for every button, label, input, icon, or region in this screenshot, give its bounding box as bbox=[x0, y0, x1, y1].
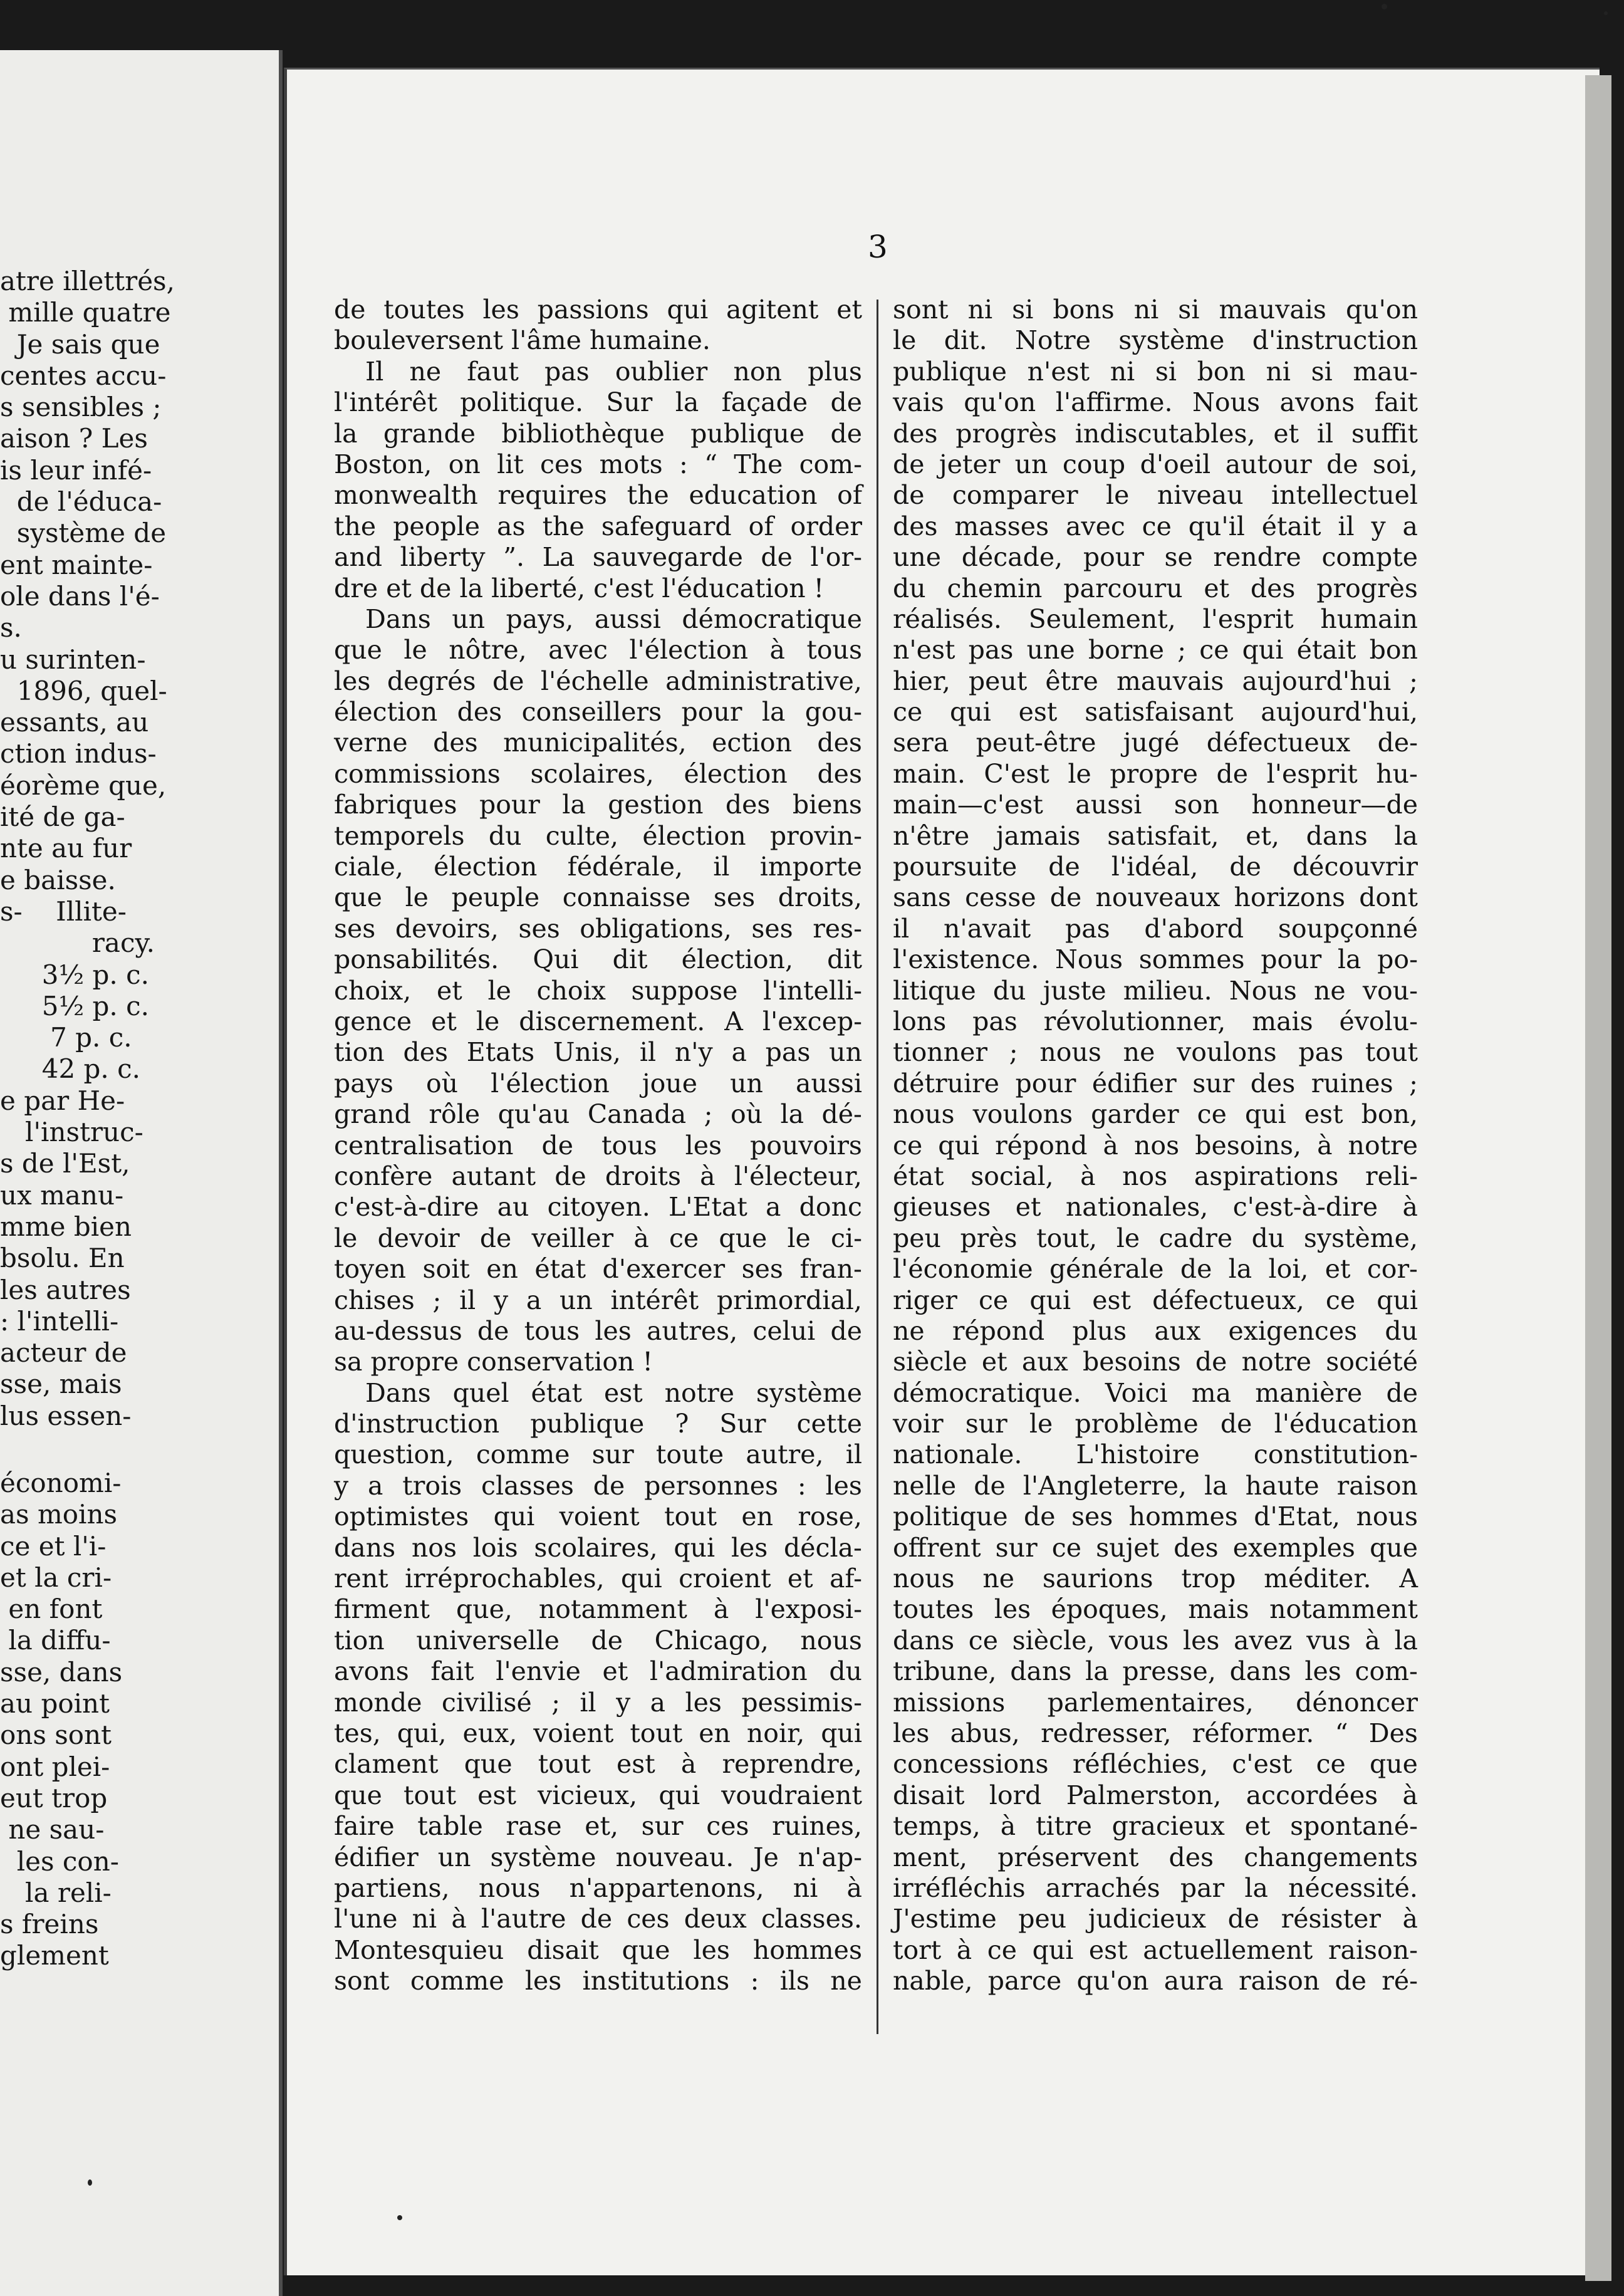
text-line: centralisation de tous les pouvoirs bbox=[334, 1130, 862, 1161]
text-line: lons pas révolutionner, mais évolu- bbox=[893, 1006, 1418, 1036]
facing-page-line: e baisse. bbox=[0, 864, 116, 895]
facing-page-line: sse, mais bbox=[0, 1369, 122, 1400]
text-line: des progrès indiscutables, et il suffit bbox=[893, 418, 1418, 449]
text-line: l'économie générale de la loi, et cor- bbox=[893, 1254, 1418, 1285]
text-line: réalisés. Seulement, l'esprit humain bbox=[893, 603, 1418, 634]
text-line: toutes les époques, mais notamment bbox=[893, 1594, 1418, 1625]
text-line: missions parlementaires, dénoncer bbox=[893, 1687, 1418, 1718]
text-line: que tout est vicieux, qui voudraient bbox=[334, 1780, 862, 1810]
facing-page-line: en font bbox=[0, 1594, 103, 1625]
text-line: y a trois classes de personnes : les bbox=[334, 1470, 862, 1501]
text-line: faire table rase et, sur ces ruines, bbox=[334, 1811, 862, 1842]
facing-page-line: u surinten- bbox=[0, 644, 146, 675]
text-line: disait lord Palmerston, accordées à bbox=[893, 1780, 1418, 1810]
text-line: firment que, notamment à l'exposi- bbox=[334, 1594, 862, 1625]
text-line: sont ni si bons ni si mauvais qu'on bbox=[893, 295, 1418, 325]
text-line: main—c'est aussi son honneur—de bbox=[893, 790, 1418, 820]
text-line: Boston, on lit ces mots : “ The com- bbox=[334, 449, 862, 479]
text-line: avons fait l'envie et l'admiration du bbox=[334, 1656, 862, 1687]
text-line: la grande bibliothèque publique de bbox=[334, 418, 862, 449]
text-line: litique du juste milieu. Nous ne vou- bbox=[893, 975, 1418, 1006]
text-line: monde civilisé ; il y a les pessimis- bbox=[334, 1687, 862, 1718]
text-line: de jeter un coup d'oeil autour de soi, bbox=[893, 449, 1418, 479]
text-line: nous voulons garder ce qui est bon, bbox=[893, 1099, 1418, 1130]
facing-page-line: aison ? Les bbox=[0, 423, 148, 454]
facing-page-line: 7 p. c. bbox=[0, 1022, 132, 1053]
text-line: J'estime peu judicieux de résister à bbox=[893, 1904, 1418, 1934]
text-line: rent irréprochables, qui croient et af- bbox=[334, 1563, 862, 1594]
text-line: the people as the safeguard of order bbox=[334, 511, 862, 541]
facing-page-line: racy. bbox=[0, 927, 155, 959]
facing-page-line: les con- bbox=[0, 1845, 119, 1877]
text-line: Il ne faut pas oublier non plus bbox=[365, 356, 862, 387]
text-line: que le peuple connaisse ses droits, bbox=[334, 882, 862, 913]
text-line: vais qu'on l'affirme. Nous avons fait bbox=[893, 387, 1418, 418]
text-line: sans cesse de nouveaux horizons dont bbox=[893, 882, 1418, 913]
text-line: le dit. Notre système d'instruction bbox=[893, 325, 1418, 356]
text-line: verne des municipalités, ection des bbox=[334, 728, 862, 758]
text-line: les degrés de l'échelle administrative, bbox=[334, 665, 862, 696]
text-line: temporels du culte, élection provin- bbox=[334, 820, 862, 851]
text-line: c'est-à-dire au citoyen. L'Etat a donc bbox=[334, 1192, 862, 1223]
facing-page-line: système de bbox=[0, 518, 167, 549]
text-line: élection des conseillers pour la gou- bbox=[334, 697, 862, 728]
text-line: optimistes qui voient tout en rose, bbox=[334, 1501, 862, 1532]
text-line: dans nos lois scolaires, qui les décla- bbox=[334, 1532, 862, 1563]
text-line: de comparer le niveau intellectuel bbox=[893, 480, 1418, 511]
text-line: sera peut-être jugé défectueux de- bbox=[893, 728, 1418, 758]
facing-page-line: bsolu. En bbox=[0, 1243, 125, 1274]
ink-speck bbox=[1604, 11, 1608, 15]
ink-speck bbox=[397, 2215, 402, 2220]
facing-page-text bbox=[0, 266, 276, 1972]
facing-page-line: 5½ p. c. bbox=[0, 990, 149, 1021]
text-line: de toutes les passions qui agitent et bbox=[334, 295, 862, 325]
text-line: édifier un système nouveau. Je n'ap- bbox=[334, 1842, 862, 1872]
text-line: chises ; il y a un intérêt primordial, bbox=[334, 1285, 862, 1315]
facing-page-line: lus essen- bbox=[0, 1400, 132, 1431]
text-line: irréfléchis arrachés par la nécessité. bbox=[893, 1872, 1418, 1903]
text-line: gence et le discernement. A l'excep- bbox=[334, 1006, 862, 1036]
text-line: dre et de la liberté, c'est l'éducation ! bbox=[334, 573, 825, 603]
text-line: démocratique. Voici ma manière de bbox=[893, 1377, 1418, 1408]
text-line: nous ne saurions trop méditer. A bbox=[893, 1563, 1418, 1594]
text-line: ciale, élection fédérale, il importe bbox=[334, 852, 862, 882]
text-line: hier, peut être mauvais aujourd'hui ; bbox=[893, 665, 1418, 696]
text-line: sa propre conservation ! bbox=[334, 1347, 653, 1377]
text-line: clament que tout est à reprendre, bbox=[334, 1749, 862, 1780]
text-line: grand rôle qu'au Canada ; où la dé- bbox=[334, 1099, 862, 1130]
facing-page-line: de l'éduca- bbox=[0, 486, 162, 518]
facing-page-line: s sensibles ; bbox=[0, 392, 162, 423]
text-line: choix, et le choix suppose l'intelli- bbox=[334, 975, 862, 1006]
column-divider bbox=[877, 300, 878, 2034]
facing-page-line: 3½ p. c. bbox=[0, 959, 149, 990]
text-line: partiens, nous n'appartenons, ni à bbox=[334, 1872, 862, 1903]
facing-page-line: économi- bbox=[0, 1467, 122, 1498]
text-line: l'intérêt politique. Sur la façade de bbox=[334, 387, 862, 418]
facing-page-line: ons sont bbox=[0, 1719, 112, 1751]
text-line: fabriques pour la gestion des biens bbox=[334, 790, 862, 820]
text-line: monwealth requires the education of bbox=[334, 480, 862, 511]
facing-page-line: ction indus- bbox=[0, 738, 157, 770]
text-line: siècle et aux besoins de notre société bbox=[893, 1347, 1418, 1377]
text-line: offrent sur ce sujet des exemples que bbox=[893, 1532, 1418, 1563]
facing-page-line: ont plei- bbox=[0, 1751, 110, 1782]
facing-page-line: les autres bbox=[0, 1274, 131, 1305]
facing-page-line: ent mainte- bbox=[0, 549, 153, 580]
facing-page-line: is leur infé- bbox=[0, 454, 152, 486]
facing-page-line: et la cri- bbox=[0, 1562, 112, 1593]
text-line: question, comme sur toute autre, il bbox=[334, 1439, 862, 1470]
facing-page-line: la reli- bbox=[0, 1877, 112, 1908]
text-line: tion universelle de Chicago, nous bbox=[334, 1625, 862, 1656]
text-line: nelle de l'Angleterre, la haute raison bbox=[893, 1470, 1418, 1501]
text-line: main. C'est le propre de l'esprit hu- bbox=[893, 758, 1418, 789]
facing-page-line: ce et l'i- bbox=[0, 1530, 107, 1562]
text-line: l'existence. Nous sommes pour la po- bbox=[893, 944, 1418, 975]
facing-page-line: as moins bbox=[0, 1499, 118, 1530]
facing-page-line: s. bbox=[0, 612, 22, 644]
text-line: dans ce siècle, vous les avez vus à la bbox=[893, 1625, 1418, 1656]
text-line: tort à ce qui est actuellement raison- bbox=[893, 1934, 1418, 1965]
facing-page-line: ité de ga- bbox=[0, 801, 125, 833]
text-line: que le nôtre, avec l'élection à tous bbox=[334, 635, 862, 665]
facing-page-line: ux manu- bbox=[0, 1179, 124, 1211]
facing-page-line: s- Illite- bbox=[0, 895, 127, 927]
text-line: ce qui répond à nos besoins, à notre bbox=[893, 1130, 1418, 1161]
text-line: le devoir de veiller à ce que le ci- bbox=[334, 1223, 862, 1253]
facing-page-line: ole dans l'é- bbox=[0, 580, 160, 612]
text-line: il n'avait pas d'abord soupçonné bbox=[893, 913, 1418, 944]
text-line: publique n'est ni si bon ni si mau- bbox=[893, 356, 1418, 387]
text-line: concessions réfléchies, c'est ce que bbox=[893, 1749, 1418, 1780]
text-line: Dans quel état est notre système bbox=[365, 1377, 862, 1408]
text-line: tion des Etats Unis, il n'y a pas un bbox=[334, 1037, 862, 1068]
text-line: sont comme les institutions : ils ne bbox=[334, 1966, 862, 1996]
text-line: and liberty ”. La sauvegarde de l'or- bbox=[334, 542, 862, 573]
text-line: n'être jamais satisfait, et, dans la bbox=[893, 820, 1418, 851]
text-line: tes, qui, eux, voient tout en noir, qui bbox=[334, 1718, 862, 1748]
text-column-left bbox=[334, 295, 862, 1996]
text-line: état social, à nos aspirations reli- bbox=[893, 1161, 1418, 1191]
text-line: tribune, dans la presse, dans les com- bbox=[893, 1656, 1418, 1687]
facing-page-line: mille quatre bbox=[0, 297, 171, 328]
text-line: les abus, redresser, réformer. “ Des bbox=[893, 1718, 1418, 1748]
facing-page-line: sse, dans bbox=[0, 1656, 123, 1688]
text-line: Dans un pays, aussi démocratique bbox=[365, 603, 862, 634]
facing-page-line: éorème que, bbox=[0, 770, 167, 801]
text-line: ne répond plus aux exigences du bbox=[893, 1315, 1418, 1346]
text-line: gieuses et nationales, c'est-à-dire à bbox=[893, 1192, 1418, 1223]
facing-page-line: Je sais que bbox=[0, 328, 160, 360]
facing-page-line: centes accu- bbox=[0, 360, 167, 391]
text-line: peu près tout, le cadre du système, bbox=[893, 1223, 1418, 1253]
text-line: bouleversent l'âme humaine. bbox=[334, 325, 710, 356]
facing-page-line: acteur de bbox=[0, 1337, 127, 1369]
text-line: une décade, pour se rendre compte bbox=[893, 542, 1418, 573]
facing-page-line: s freins bbox=[0, 1909, 99, 1940]
text-line: détruire pour édifier sur des ruines ; bbox=[893, 1068, 1418, 1098]
facing-page-line: l'instruc- bbox=[0, 1117, 143, 1148]
text-line: ponsabilités. Qui dit élection, dit bbox=[334, 944, 862, 975]
text-line: nable, parce qu'on aura raison de ré- bbox=[893, 1966, 1418, 1996]
facing-page-line: ne sau- bbox=[0, 1814, 105, 1845]
text-line: commissions scolaires, élection des bbox=[334, 758, 862, 789]
facing-page-line: la diffu- bbox=[0, 1625, 111, 1656]
facing-page-line: atre illettrés, bbox=[0, 266, 175, 296]
text-column-right bbox=[893, 295, 1418, 1996]
ink-speck bbox=[1382, 4, 1387, 9]
text-line: politique de ses hommes d'Etat, nous bbox=[893, 1501, 1418, 1532]
page-number: 3 bbox=[868, 229, 888, 265]
facing-page-line: e par He- bbox=[0, 1085, 125, 1116]
text-line: tionner ; nous ne voulons pas tout bbox=[893, 1037, 1418, 1068]
facing-page-line: 42 p. c. bbox=[0, 1053, 141, 1085]
text-line: des masses avec ce qu'il était il y a bbox=[893, 511, 1418, 541]
text-line: pays où l'élection joue un aussi bbox=[334, 1068, 862, 1098]
facing-page-line: eut trop bbox=[0, 1782, 108, 1813]
text-line: confère autant de droits à l'électeur, bbox=[334, 1161, 862, 1191]
facing-page-line: s de l'Est, bbox=[0, 1148, 130, 1179]
facing-page-line: 1896, quel- bbox=[0, 675, 167, 706]
text-line: temps, à titre gracieux et spontané- bbox=[893, 1811, 1418, 1842]
facing-page-line bbox=[0, 1432, 276, 1468]
text-line: ses devoirs, ses obligations, ses res- bbox=[334, 913, 862, 944]
facing-page-line: : l'intelli- bbox=[0, 1305, 119, 1337]
text-line: d'instruction publique ? Sur cette bbox=[334, 1409, 862, 1439]
text-line: ce qui est satisfaisant aujourd'hui, bbox=[893, 697, 1418, 728]
page-edge bbox=[1585, 75, 1611, 2281]
ink-speck bbox=[88, 2179, 92, 2186]
text-line: poursuite de l'idéal, de découvrir bbox=[893, 852, 1418, 882]
text-line: l'une ni à l'autre de ces deux classes. bbox=[334, 1904, 862, 1934]
facing-page-line: nte au fur bbox=[0, 833, 132, 864]
facing-page-left bbox=[0, 50, 283, 2296]
facing-page-line: glement bbox=[0, 1940, 109, 1971]
text-line: toyen soit en état d'exercer ses fran- bbox=[334, 1254, 862, 1285]
text-line: voir sur le problème de l'éducation bbox=[893, 1409, 1418, 1439]
text-line: nationale. L'histoire constitution- bbox=[893, 1439, 1418, 1470]
text-line: au-dessus de tous les autres, celui de bbox=[334, 1315, 862, 1346]
facing-page-line: essants, au bbox=[0, 707, 149, 738]
text-line: n'est pas une borne ; ce qui était bon bbox=[893, 635, 1418, 665]
facing-page-line: mme bien bbox=[0, 1211, 132, 1242]
text-line: Montesquieu disait que les hommes bbox=[334, 1934, 862, 1965]
facing-page-line: au point bbox=[0, 1688, 110, 1719]
text-line: ment, préservent des changements bbox=[893, 1842, 1418, 1872]
text-line: du chemin parcouru et des progrès bbox=[893, 573, 1418, 603]
text-line: riger ce qui est défectueux, ce qui bbox=[893, 1285, 1418, 1315]
